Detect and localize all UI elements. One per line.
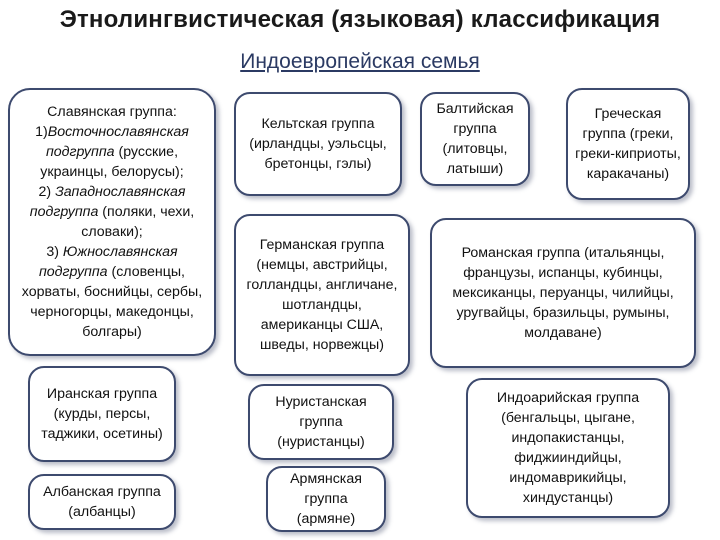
slavic-east-subgroup [16,122,208,182]
celtic-group-box [234,92,402,196]
south-subgroup-peoples: (словенцы, хорваты, боснийцы, сербы, черногорцы, македонцы, болгары) [21,264,203,340]
greek-peoples: (греки, греки-киприоты, каракачаны) [575,126,681,182]
greek-name: Греческая группа [582,106,662,142]
east-subgroup-peoples: (русские, украинцы, белорусы); [40,144,184,180]
slavic-south-subgroup [16,242,208,342]
albanian-peoples: (албанцы) [68,504,136,520]
indoaryan-peoples: (бенгальцы, цыгане, индопакистанцы, фиджииндийцы, индомаврикийцы, хиндустанцы) [501,410,635,506]
romance-group-box [430,218,696,368]
armenian-peoples: (армяне) [296,511,356,527]
nuristani-name: Нуристанская группа [275,394,367,430]
family-subtitle: Индоевропейская семья [240,50,480,73]
celtic-name: Кельтская группа [261,116,375,132]
baltic-group-box [420,92,530,186]
celtic-peoples: (ирландцы, уэльсцы, бретонцы, гэлы) [249,136,387,172]
east-prefix: 1) [35,124,48,140]
albanian-group-box [28,474,176,530]
romance-text [438,243,688,343]
armenian-name: Армянская группа [290,471,362,507]
south-subgroup-name: Южнославянская подгруппа [38,244,178,280]
baltic-peoples: (литовцы, латыши) [442,141,508,177]
iranian-peoples: (курды, персы, таджики, осетины) [41,406,163,442]
romance-name: Романская группа [461,245,581,261]
greek-group-box [566,88,690,200]
slavic-west-subgroup [16,182,208,242]
nuristani-group-box [248,384,394,460]
albanian-text [36,482,168,522]
armenian-group-box [266,466,386,532]
south-prefix: 3) [46,244,63,260]
indoaryan-group-box [466,378,670,518]
romance-peoples: (итальянцы, французы, испанцы, кубинцы, мексиканцы, перуанцы, чилийцы, уругвайцы, бразильцы, румыны, молдаване) [452,245,674,341]
slavic-heading: Славянская группа: [47,104,177,120]
page-title: Этнолингвистическая (языковая) классификация [59,6,661,33]
germanic-peoples: (немцы, австрийцы, голландцы, англичане, шотландцы, американцы США, шведы, норвежцы) [246,257,398,353]
albanian-name: Албанская группа [43,484,161,500]
nuristani-peoples: (нуристанцы) [277,434,365,450]
east-subgroup-name: Восточнославянская подгруппа [45,124,189,160]
slavic-group-box [8,88,216,356]
iranian-text [36,384,168,444]
west-prefix: 2) [38,184,56,200]
iranian-name: Иранская группа [46,386,158,402]
iranian-group-box [28,366,176,462]
indoaryan-name: Индоарийская группа [496,390,640,406]
germanic-name: Германская группа [259,237,385,253]
germanic-group-box [234,214,410,376]
greek-text [574,104,682,184]
west-subgroup-name: Западнославянская подгруппа [29,184,186,220]
west-subgroup-peoples: (поляки, чехи, словаки); [81,204,195,240]
baltic-name: Балтийская группа [436,101,514,137]
